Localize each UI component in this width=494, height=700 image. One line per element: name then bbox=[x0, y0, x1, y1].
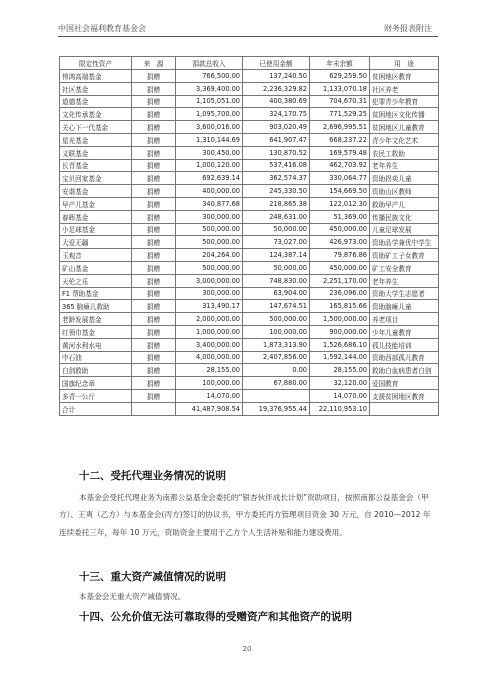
table-cell: 捐赠 bbox=[132, 197, 176, 210]
table-cell: 贫困地区儿童教育 bbox=[370, 121, 439, 134]
table-cell: 692,639.14 bbox=[176, 172, 243, 185]
table-row bbox=[60, 133, 439, 146]
table-cell: 捐赠 bbox=[132, 133, 176, 146]
table-cell: 450,000.00 bbox=[310, 223, 370, 236]
table-cell: 资助矿工子女教育 bbox=[370, 249, 439, 262]
table-cell: F1 帮助基金 bbox=[60, 287, 132, 300]
table-cell: 2,000,000.00 bbox=[176, 313, 243, 326]
table-cell: 贫困地区教育 bbox=[370, 70, 439, 83]
section-13-body: 本基金会无重大资产减值情况。 bbox=[79, 592, 186, 601]
table-row bbox=[60, 274, 439, 287]
table-cell: 2,407,856.00 bbox=[243, 351, 310, 364]
table-cell: 100,000.00 bbox=[243, 325, 310, 338]
table-cell: 养老项目 bbox=[370, 313, 439, 326]
table-cell: 629,259.50 bbox=[310, 70, 370, 83]
table-cell: 3,600,016.00 bbox=[176, 121, 243, 134]
table-cell: 245,330.50 bbox=[243, 185, 310, 198]
table-row bbox=[60, 338, 439, 351]
table-cell: 大爱无疆 bbox=[60, 236, 132, 249]
table-cell: 324,170.75 bbox=[243, 108, 310, 121]
table-cell: 捐赠 bbox=[132, 351, 176, 364]
table-cell: 900,000.00 bbox=[310, 325, 370, 338]
table-row bbox=[60, 172, 439, 185]
table-row bbox=[60, 364, 439, 377]
table-row bbox=[60, 197, 439, 210]
table-cell: 老年养生 bbox=[370, 274, 439, 287]
table-cell: 犯罪青少年教育 bbox=[370, 95, 439, 108]
table-cell: 41,487,908.54 bbox=[176, 402, 243, 415]
table-cell: 1,526,686.10 bbox=[310, 338, 370, 351]
table-cell: 22,110,953.10 bbox=[310, 402, 370, 415]
table-row bbox=[60, 325, 439, 338]
section-13-title: 十三、重大资产减值情况的说明 bbox=[79, 571, 226, 583]
table-cell: 捐赠 bbox=[132, 95, 176, 108]
section-12-title: 十二、受托代理业务情况的说明 bbox=[79, 470, 226, 482]
table-row bbox=[60, 249, 439, 262]
table-cell: 300,000.00 bbox=[176, 287, 243, 300]
table-cell: 天伦之乐 bbox=[60, 274, 132, 287]
column-header: 年末余额 bbox=[310, 57, 370, 70]
table-cell: 捐赠 bbox=[132, 82, 176, 95]
column-header: 限定性资产 bbox=[60, 57, 132, 70]
table-cell: 春晖基金 bbox=[60, 210, 132, 223]
page-number: 20 bbox=[242, 645, 252, 653]
table-cell: 孤儿技能培训 bbox=[370, 338, 439, 351]
table-cell: 传播民族文化 bbox=[370, 210, 439, 223]
table-cell: 红领巾基金 bbox=[60, 325, 132, 338]
table-cell: 79,876.86 bbox=[310, 249, 370, 262]
table-cell: 462,703.92 bbox=[310, 159, 370, 172]
table-cell: 捐赠 bbox=[132, 300, 176, 313]
table-cell: 多背一公斤 bbox=[60, 389, 132, 402]
table-cell: 903,020.49 bbox=[243, 121, 310, 134]
table-cell: 154,669.50 bbox=[310, 185, 370, 198]
table-cell: 500,000.00 bbox=[176, 261, 243, 274]
table-cell: 1,105,051.00 bbox=[176, 95, 243, 108]
table-cell: 300,450.00 bbox=[176, 146, 243, 159]
table-row bbox=[60, 185, 439, 198]
table-cell: 捐赠 bbox=[132, 377, 176, 390]
table-cell: 165,815.66 bbox=[310, 300, 370, 313]
table-cell: 资助品学兼优中学生 bbox=[370, 236, 439, 249]
table-cell: 704,670.31 bbox=[310, 95, 370, 108]
table-cell: 3,400,000.00 bbox=[176, 338, 243, 351]
table-cell: 捐赠 bbox=[132, 261, 176, 274]
table-row bbox=[60, 70, 439, 83]
table-cell: 农民工救助 bbox=[370, 146, 439, 159]
table-cell: 捐赠 bbox=[132, 223, 176, 236]
table-cell: 3,000,000.00 bbox=[176, 274, 243, 287]
table-cell: 766,500.00 bbox=[176, 70, 243, 83]
table-cell: 资助山区教师 bbox=[370, 185, 439, 198]
table-cell: 矿工安全教育 bbox=[370, 261, 439, 274]
table-cell: 500,000.00 bbox=[176, 223, 243, 236]
table-cell: 1,592,144.00 bbox=[310, 351, 370, 364]
table-cell: 330,064.77 bbox=[310, 172, 370, 185]
table-cell: 文化传承基金 bbox=[60, 108, 132, 121]
table-row bbox=[60, 261, 439, 274]
table-cell: 67,880.00 bbox=[243, 377, 310, 390]
table-cell: 关心下一代基金 bbox=[60, 121, 132, 134]
section-12-paragraph: 本基金会受托代理业务为南都公益基金会委托的“银杏伙伴成长计划”资助项目，按照南都公益基金会（甲方）、王爽（乙方）与本基金会(丙方)签订的协议书，甲方委托丙方管理项目资金 30 万元，自 2010—2012 年连续委托三年，每年 10 万元，资助资金主要用于乙方个人生活补贴和能力建设费用。 bbox=[59, 493, 431, 537]
table-cell: 1,873,313.90 bbox=[243, 338, 310, 351]
table-cell: 伟鸿高端基金 bbox=[60, 70, 132, 83]
table-cell: 2,696,995.51 bbox=[310, 121, 370, 134]
table-cell: 支援贫困地区教育 bbox=[370, 389, 439, 402]
table-cell: 14,070.00 bbox=[310, 389, 370, 402]
table-cell: 0.00 bbox=[243, 364, 310, 377]
table-cell: 362,574.37 bbox=[243, 172, 310, 185]
table-cell: 捐赠 bbox=[132, 70, 176, 83]
table-cell: 73,027.00 bbox=[243, 236, 310, 249]
table-row bbox=[60, 389, 439, 402]
table-cell: 748,830.00 bbox=[243, 274, 310, 287]
table-cell: 捐赠 bbox=[132, 338, 176, 351]
table-cell: 19,376,955.44 bbox=[243, 402, 310, 415]
table-cell: 450,000.00 bbox=[310, 261, 370, 274]
table-cell: 黄河水利水电 bbox=[60, 338, 132, 351]
table-cell: 122,012.30 bbox=[310, 197, 370, 210]
table-cell: 捐赠 bbox=[132, 364, 176, 377]
table-cell: 1,095,700.00 bbox=[176, 108, 243, 121]
table-cell: 资助大学生志愿者 bbox=[370, 287, 439, 300]
table-cell: 169,579.48 bbox=[310, 146, 370, 159]
table-row bbox=[60, 95, 439, 108]
table-cell: 捐赠 bbox=[132, 121, 176, 134]
table-cell: 236,096.00 bbox=[310, 287, 370, 300]
table-cell: 捐赠 bbox=[132, 287, 176, 300]
table-cell: 1,310,144.69 bbox=[176, 133, 243, 146]
table-row bbox=[60, 377, 439, 390]
table-cell bbox=[370, 402, 439, 415]
table-cell: 白剑救助 bbox=[60, 364, 132, 377]
table-cell: 641,907.47 bbox=[243, 133, 310, 146]
table-cell: 星光基金 bbox=[60, 133, 132, 146]
section-14-title: 十四、公允价值无法可靠取得的受赠资产和其他资产的说明 bbox=[79, 611, 352, 623]
table-cell: 社区养老 bbox=[370, 82, 439, 95]
table-cell: 426,973.00 bbox=[310, 236, 370, 249]
table-cell: 313,490.17 bbox=[176, 300, 243, 313]
table-cell: 道德基金 bbox=[60, 95, 132, 108]
table-cell: 204,264.00 bbox=[176, 249, 243, 262]
table-cell: 资助脑瘫儿童 bbox=[370, 300, 439, 313]
table-cell: 28,155.00 bbox=[176, 364, 243, 377]
table-cell: 捐赠 bbox=[132, 108, 176, 121]
column-header: 用 途 bbox=[370, 57, 439, 70]
table-cell: 捐赠 bbox=[132, 313, 176, 326]
table-cell: 儿童足球发展 bbox=[370, 223, 439, 236]
table-cell: 合计 bbox=[60, 402, 132, 415]
table-header-row bbox=[60, 57, 439, 70]
table-cell: 捐赠 bbox=[132, 159, 176, 172]
table-cell: 124,387.14 bbox=[243, 249, 310, 262]
table-cell: 救助白血病患者白剑 bbox=[370, 364, 439, 377]
table-cell: 537,416.08 bbox=[243, 159, 310, 172]
table-cell: 1,000,120.00 bbox=[176, 159, 243, 172]
table-cell: 安谐基金 bbox=[60, 185, 132, 198]
table-cell: 捐赠 bbox=[132, 210, 176, 223]
table-cell: 147,674.51 bbox=[243, 300, 310, 313]
table-cell: 青少年文化艺术 bbox=[370, 133, 439, 146]
table-cell: 长青基金 bbox=[60, 159, 132, 172]
table-cell: 400,380.69 bbox=[243, 95, 310, 108]
table-cell: 捐赠 bbox=[132, 172, 176, 185]
table-cell: 500,000.00 bbox=[243, 313, 310, 326]
table-cell: 3,369,400.00 bbox=[176, 82, 243, 95]
table-cell: 14,070.00 bbox=[176, 389, 243, 402]
table-cell: 365 脑瘫儿救助 bbox=[60, 300, 132, 313]
table-cell: 少年儿童教育 bbox=[370, 325, 439, 338]
table-cell: 63,904.00 bbox=[243, 287, 310, 300]
table-cell: 爱国教育 bbox=[370, 377, 439, 390]
table-row bbox=[60, 82, 439, 95]
table-row bbox=[60, 223, 439, 236]
table-cell: 捐赠 bbox=[132, 185, 176, 198]
column-header: 捐款总收入 bbox=[176, 57, 243, 70]
table-cell: 51,369.00 bbox=[310, 210, 370, 223]
table-cell: 340,877.68 bbox=[176, 197, 243, 210]
table-cell bbox=[132, 402, 176, 415]
table-cell: 400,000.00 bbox=[176, 185, 243, 198]
table-cell: 300,000.00 bbox=[176, 210, 243, 223]
table-cell: 218,865.38 bbox=[243, 197, 310, 210]
table-cell: 资助西部孤儿教育 bbox=[370, 351, 439, 364]
header-divider bbox=[58, 36, 438, 37]
table-cell: 贫困地区文化传播 bbox=[370, 108, 439, 121]
table-cell: 500,000.00 bbox=[176, 236, 243, 249]
column-header: 已使用金额 bbox=[243, 57, 310, 70]
table-row bbox=[60, 300, 439, 313]
table-body bbox=[60, 70, 439, 416]
table-cell: 捐赠 bbox=[132, 236, 176, 249]
restricted-assets-table bbox=[59, 56, 439, 416]
table-cell: 32,120.00 bbox=[310, 377, 370, 390]
table-row bbox=[60, 313, 439, 326]
header-org-name: 中国社会福利教育基金会 bbox=[58, 24, 146, 33]
column-header: 来 源 bbox=[132, 57, 176, 70]
table-row bbox=[60, 146, 439, 159]
table-cell: 130,870.52 bbox=[243, 146, 310, 159]
table-row bbox=[60, 351, 439, 364]
table-row bbox=[60, 236, 439, 249]
table-cell: 1,000,000.00 bbox=[176, 325, 243, 338]
table-row bbox=[60, 287, 439, 300]
table-row bbox=[60, 210, 439, 223]
table-cell: 国旗纪念章 bbox=[60, 377, 132, 390]
table-cell: 50,000.00 bbox=[243, 223, 310, 236]
table-cell: 2,251,170.00 bbox=[310, 274, 370, 287]
table-cell: 老龄发展基金 bbox=[60, 313, 132, 326]
table-cell: 1,133,070.18 bbox=[310, 82, 370, 95]
table-cell: 捐赠 bbox=[132, 274, 176, 287]
table-cell: 早产儿基金 bbox=[60, 197, 132, 210]
table-cell: 137,240.50 bbox=[243, 70, 310, 83]
table-cell: 小足球基金 bbox=[60, 223, 132, 236]
table-cell: 50,000.00 bbox=[243, 261, 310, 274]
table-cell: 义联基金 bbox=[60, 146, 132, 159]
table-cell: 玉观音 bbox=[60, 249, 132, 262]
table-cell: 捐赠 bbox=[132, 325, 176, 338]
table-row bbox=[60, 159, 439, 172]
header-section-name: 财务报表附注 bbox=[384, 24, 432, 33]
table-cell bbox=[243, 389, 310, 402]
table-cell: 中石油 bbox=[60, 351, 132, 364]
table-cell: 老年养生 bbox=[370, 159, 439, 172]
table-cell: 宝贝回家基金 bbox=[60, 172, 132, 185]
table-cell: 矿山基金 bbox=[60, 261, 132, 274]
table-cell: 2,236,329.82 bbox=[243, 82, 310, 95]
table-cell: 668,237.22 bbox=[310, 133, 370, 146]
table-row bbox=[60, 108, 439, 121]
table-cell: 28,155.00 bbox=[310, 364, 370, 377]
table-cell: 社区基金 bbox=[60, 82, 132, 95]
table-cell: 100,000.00 bbox=[176, 377, 243, 390]
table-row bbox=[60, 121, 439, 134]
table-total-row bbox=[60, 402, 439, 415]
table-cell: 救助早产儿 bbox=[370, 197, 439, 210]
table-cell: 771,529.25 bbox=[310, 108, 370, 121]
table-cell: 248,631.00 bbox=[243, 210, 310, 223]
table-cell: 捐赠 bbox=[132, 249, 176, 262]
table-cell: 捐赠 bbox=[132, 389, 176, 402]
table-cell: 4,000,000.00 bbox=[176, 351, 243, 364]
table-cell: 捐赠 bbox=[132, 146, 176, 159]
table-cell: 资助拐卖儿童 bbox=[370, 172, 439, 185]
table-cell: 1,500,000.00 bbox=[310, 313, 370, 326]
